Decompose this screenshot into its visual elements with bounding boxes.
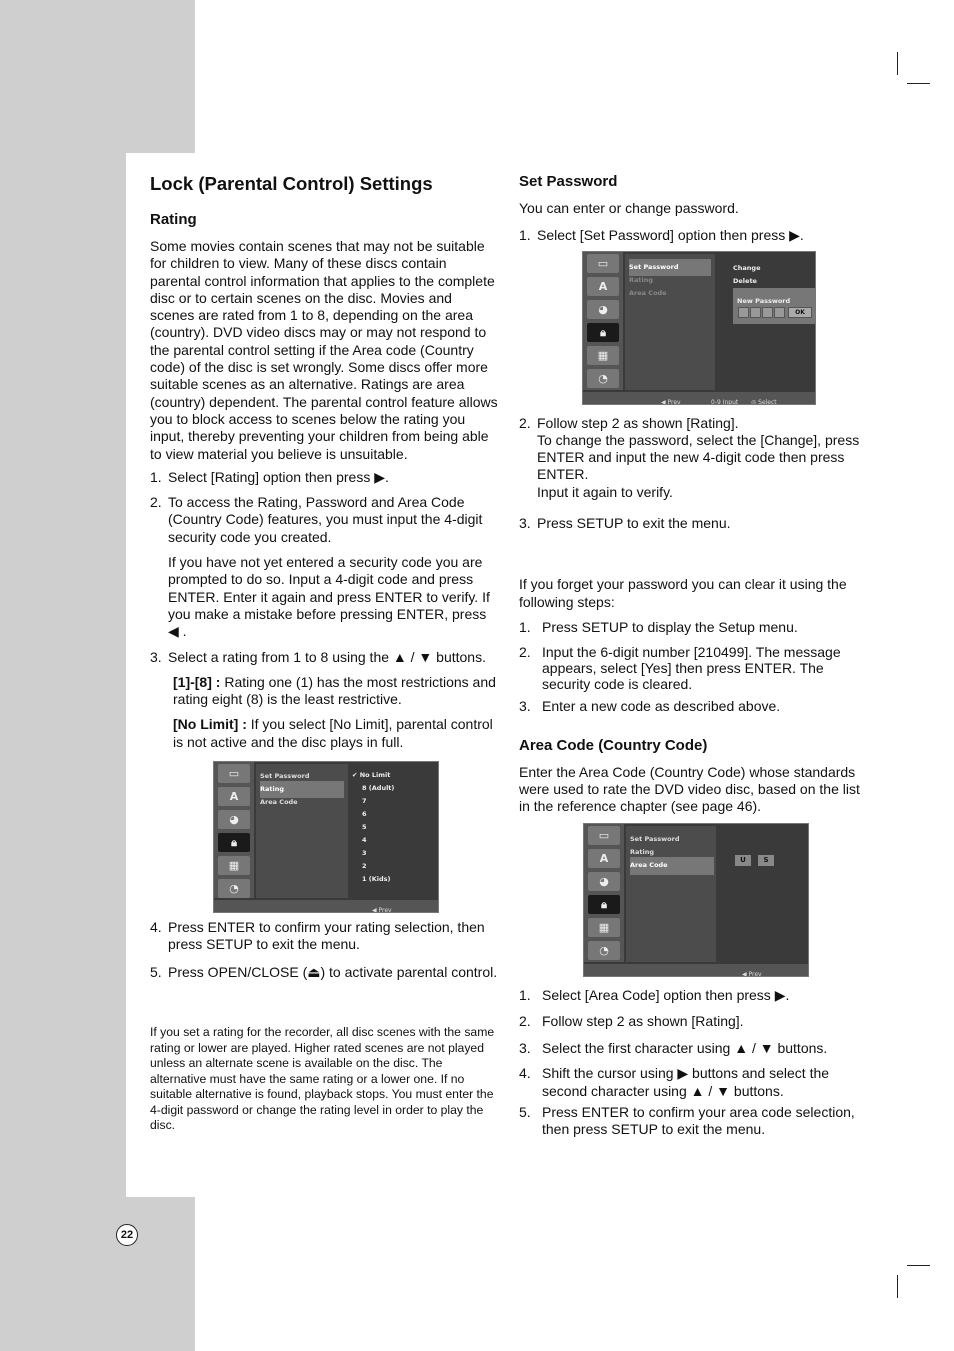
- menu-item-selected: Rating: [260, 781, 344, 798]
- menu-list: [626, 826, 716, 962]
- list-item: 3. Press SETUP to exit the menu.: [519, 515, 731, 532]
- list-item: 2. To access the Rating, Password and Area Code (Country Code) features, you must input the 4-digit security code you created.: [150, 494, 483, 545]
- password-menu-screenshot: [582, 251, 816, 405]
- list-item: 2. Input the 6-digit number [210499]. The message appears, select [Yes] then press ENTER. The security code is cleared.: [519, 644, 841, 693]
- rating-heading: Rating: [150, 211, 197, 228]
- menu-item: Set Password: [630, 835, 680, 844]
- tv-icon: ▭: [218, 764, 250, 783]
- rating-option: 8 (Adult): [362, 784, 395, 793]
- range-description: [1]-[8] : Rating one (1) has the most restrictions and rating eight (8) is the least restrictive.: [173, 673, 496, 708]
- list-item: 2. Follow step 2 as shown [Rating].: [519, 414, 739, 431]
- rating-option: 1 (Kids): [362, 875, 391, 884]
- password-option: Delete: [733, 276, 757, 285]
- area-code-intro: Enter the Area Code (Country Code) whose standards were used to rate the DVD video disc, based on the list in the reference chapter (see page 46).: [519, 763, 860, 815]
- rating-option: 5: [362, 823, 367, 832]
- area-code-heading: Area Code (Country Code): [519, 736, 708, 754]
- popup-title: New Password: [737, 296, 791, 305]
- film-icon: ▦: [587, 346, 619, 365]
- page-number: 22: [116, 1224, 138, 1246]
- disc-icon: ◔: [587, 369, 619, 388]
- menu-item: Rating: [630, 848, 655, 857]
- rating-menu-screenshot: [213, 761, 439, 913]
- tv-icon: ▭: [588, 826, 620, 845]
- lock-icon: 🔒︎: [587, 323, 619, 342]
- language-icon: A: [587, 277, 619, 296]
- digit-box: [750, 307, 761, 318]
- list-item: 1. Press SETUP to display the Setup menu.: [519, 618, 798, 635]
- menu-item-selected: Area Code: [630, 857, 714, 874]
- list-item: 4. Shift the cursor using ▶ buttons and select the second character using ▲ / ▼ buttons.: [519, 1065, 830, 1099]
- rating-option: ✔ No Limit: [352, 771, 391, 780]
- password-option: Change: [733, 263, 761, 272]
- menu-item: Area Code: [629, 288, 667, 297]
- bottom-margin-band: [0, 1197, 195, 1351]
- rating-intro: Some movies contain scenes that may not be suitable for children to view. Many of these discs contain parental control information that applies to the complete disc or to certain scenes on the disc. Movies and scenes are rated from 1 to 8, depending on the area (country). DVD video discs may or may not respond to the parental control setting if the Area code (Country code) of the disc is set wrongly. Some discs offer more suitable scenes as an alternative. Ratings are area (country) dependent. The parental control feature allows you to block access to scenes below the rating you input, thereby preventing your children from being able to view material you believe is unsuitable.: [150, 238, 498, 462]
- menu-icon-column: [584, 824, 624, 962]
- list-item: 3. Enter a new code as described above.: [519, 698, 781, 715]
- audio-icon: ◕: [218, 810, 250, 829]
- rating-option: 3: [362, 849, 367, 858]
- rating-option: 6: [362, 810, 367, 819]
- forgot-password-intro: If you forget your password you can clear it using the following steps:: [519, 576, 847, 610]
- list-item: 3. Select a rating from 1 to 8 using the ▲ / ▼ buttons.: [150, 648, 486, 665]
- menu-item: Rating: [629, 275, 654, 284]
- hint-bar: ◀ Prev: [584, 964, 808, 976]
- menu-list: [625, 254, 715, 390]
- tv-icon: ▭: [587, 254, 619, 273]
- list-item: 1. Select [Area Code] option then press ▶.: [519, 987, 790, 1004]
- crop-mark: [897, 52, 898, 75]
- menu-icon-column: [214, 762, 254, 898]
- set-password-heading: Set Password: [519, 173, 618, 190]
- area-code-char: U: [735, 855, 751, 866]
- right-column: [519, 172, 865, 1139]
- crop-mark: [907, 1265, 930, 1266]
- ok-button: OK: [788, 307, 812, 318]
- rating-option: 2: [362, 862, 367, 871]
- list-item: 1. Select [Set Password] option then press ▶.: [519, 227, 804, 244]
- crop-mark: [907, 83, 930, 84]
- list-item: 5. Press ENTER to confirm your area code selection, then press SETUP to exit the menu.: [519, 1103, 855, 1138]
- list-item: 3. Select the first character using ▲ / ▼ buttons.: [519, 1040, 828, 1057]
- crop-mark: [897, 1275, 898, 1298]
- new-password-popup: [733, 288, 815, 324]
- menu-icon-column: [583, 252, 623, 390]
- list-item: 1. Select [Rating] option then press ▶.: [150, 468, 389, 485]
- audio-icon: ◕: [588, 872, 620, 891]
- language-icon: A: [218, 787, 250, 806]
- no-limit-description: [No Limit] : If you select [No Limit], parental control is not active and the disc plays in full.: [173, 716, 493, 750]
- rating-option: 4: [362, 836, 367, 845]
- left-margin-band: [0, 0, 126, 1351]
- step2-extra: If you have not yet entered a security code you are prompted to do so. Input a 4-digit code and press ENTER. Enter it again and press ENTER to verify. If you make a mistake before pressing ENTER, press ◀ .: [168, 554, 490, 640]
- hint-bar: ◀ Prev 0-9 Input ◎ Select: [583, 392, 815, 404]
- menu-item-selected: Set Password: [629, 259, 711, 276]
- top-margin-band: [0, 0, 195, 153]
- menu-list: [256, 764, 348, 898]
- digit-box: [738, 307, 749, 318]
- rating-option: 7: [362, 797, 367, 806]
- lock-icon: 🔒︎: [588, 895, 620, 914]
- rating-note: If you set a rating for the recorder, all disc scenes with the same rating or lower are played. Higher rated scenes are not played unless an alternate scene is available on the disc. The alternative must have the same rating or a lower one. If no suitable alternative is found, playback stops. You must enter the 4-digit password or change the rating level in order to play the disc.: [150, 1024, 495, 1133]
- digit-box: [762, 307, 773, 318]
- audio-icon: ◕: [587, 300, 619, 319]
- lock-icon: 🔒︎: [218, 833, 250, 852]
- disc-icon: ◔: [588, 941, 620, 960]
- area-code-menu-screenshot: [583, 823, 809, 977]
- list-item: 2. Follow step 2 as shown [Rating].: [519, 1012, 744, 1029]
- page-title: Lock (Parental Control) Settings: [150, 173, 433, 194]
- language-icon: A: [588, 849, 620, 868]
- digit-box: [774, 307, 785, 318]
- film-icon: ▦: [588, 918, 620, 937]
- password-intro: You can enter or change password.: [519, 200, 739, 216]
- list-item: 5. Press OPEN/CLOSE (⏏) to activate parental control.: [150, 963, 498, 980]
- left-column: [150, 172, 500, 1134]
- disc-icon: ◔: [218, 879, 250, 898]
- film-icon: ▦: [218, 856, 250, 875]
- list-item: 4. Press ENTER to confirm your rating selection, then press SETUP to exit the menu.: [150, 919, 485, 953]
- password-step2-extra: To change the password, select the [Change], press ENTER and input the new 4-digit code then press ENTER.: [537, 431, 860, 483]
- menu-item: Area Code: [260, 798, 298, 807]
- password-step2-verify: Input it again to verify.: [537, 483, 673, 500]
- area-code-char: S: [758, 855, 774, 866]
- hint-bar: ◀ Prev: [214, 900, 438, 912]
- menu-item: Set Password: [260, 772, 310, 781]
